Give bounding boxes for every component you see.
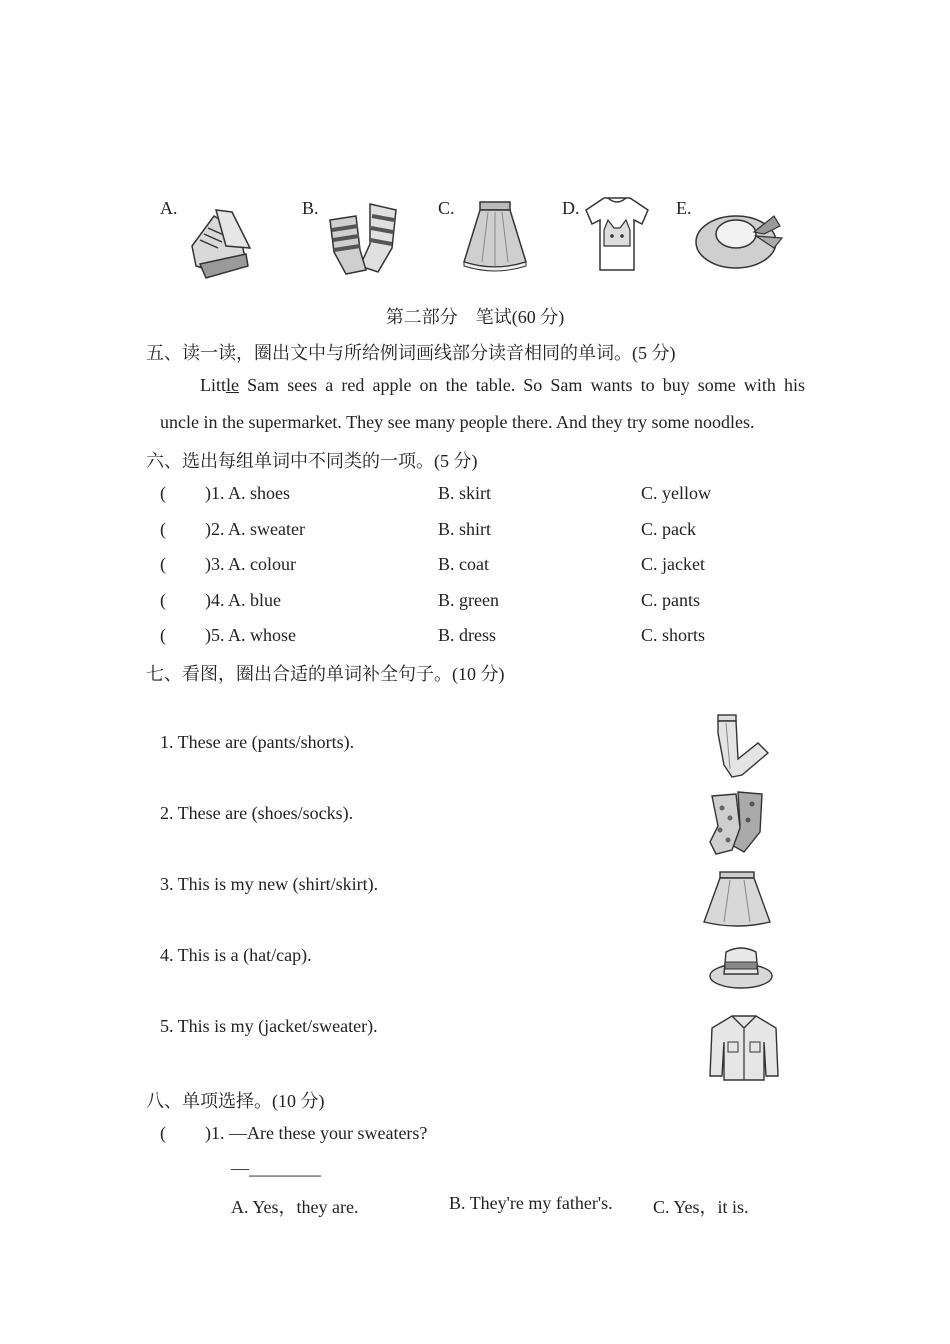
- section8-heading: 八、单项选择。(10 分): [146, 1091, 325, 1111]
- answer-blank: —________: [231, 1158, 321, 1178]
- answer-bracket: (: [160, 1123, 166, 1143]
- option-label-d: D.: [562, 198, 580, 218]
- sentence-item: 5. This is my (jacket/sweater).: [160, 1016, 378, 1036]
- option-b: B. coat: [438, 554, 489, 574]
- choice-c: C. Yes，it is.: [653, 1197, 749, 1217]
- answer-bracket: (: [160, 625, 166, 645]
- option-a: )4. A. blue: [205, 590, 281, 610]
- sentence-item: 4. This is a (hat/cap).: [160, 945, 312, 965]
- answer-bracket: (: [160, 590, 166, 610]
- option-c: C. jacket: [641, 554, 705, 574]
- socks-icon: [708, 790, 768, 856]
- section5-heading: 五、读一读，圈出文中与所给例词画线部分读音相同的单词。(5 分): [146, 343, 676, 363]
- jacket-icon: [708, 1012, 780, 1082]
- option-a: )3. A. colour: [205, 554, 296, 574]
- option-c: C. shorts: [641, 625, 706, 645]
- option-a: )5. A. whose: [205, 625, 296, 645]
- sentence-item: 2. These are (shoes/socks).: [160, 803, 354, 823]
- option-label-a: A.: [160, 198, 178, 218]
- section5-line1-rest: Sam sees a red apple on the table. So Sam wants to buy some with his: [239, 375, 805, 395]
- cat-tshirt-icon: [584, 194, 650, 272]
- skirt-icon: [702, 870, 772, 930]
- option-b: B. green: [438, 590, 499, 610]
- section6-heading: 六、选出每组单词中不同类的一项。(5 分): [146, 451, 478, 471]
- example-word-underlined: le: [226, 375, 239, 395]
- section5-paragraph-line2: uncle in the supermarket. They see many people there. And they try some noodles.: [160, 412, 755, 432]
- sentence-item: 3. This is my new (shirt/skirt).: [160, 874, 379, 894]
- choice-b: B. They're my father's.: [449, 1193, 613, 1213]
- pants-icon: [712, 713, 772, 779]
- section5-paragraph-line1: [200, 375, 805, 396]
- option-label-b: B.: [302, 198, 319, 218]
- option-b: B. shirt: [438, 519, 492, 539]
- answer-bracket: (: [160, 483, 166, 503]
- option-label-c: C.: [438, 198, 455, 218]
- sneakers-icon: [186, 206, 254, 282]
- question-text: )1. —Are these your sweaters?: [205, 1123, 428, 1143]
- sentence-item: 1. These are (pants/shorts).: [160, 732, 355, 752]
- option-a: )1. A. shoes: [205, 483, 290, 503]
- sun-hat-icon: [694, 204, 786, 272]
- option-b: B. skirt: [438, 483, 492, 503]
- skirt-icon: [460, 200, 530, 274]
- hat-icon: [708, 944, 774, 992]
- part-title: 第二部分 笔试(60 分): [385, 307, 565, 327]
- option-label-e: E.: [676, 198, 692, 218]
- option-a: )2. A. sweater: [205, 519, 305, 539]
- option-c: C. pack: [641, 519, 696, 539]
- option-c: C. pants: [641, 590, 701, 610]
- answer-bracket: (: [160, 554, 166, 574]
- option-c: C. yellow: [641, 483, 711, 503]
- choice-a: A. Yes，they are.: [231, 1197, 359, 1217]
- option-b: B. dress: [438, 625, 496, 645]
- socks-icon: [326, 200, 404, 276]
- example-word-prefix: Litt: [200, 375, 226, 395]
- section7-heading: 七、看图，圈出合适的单词补全句子。(10 分): [146, 664, 505, 684]
- answer-bracket: (: [160, 519, 166, 539]
